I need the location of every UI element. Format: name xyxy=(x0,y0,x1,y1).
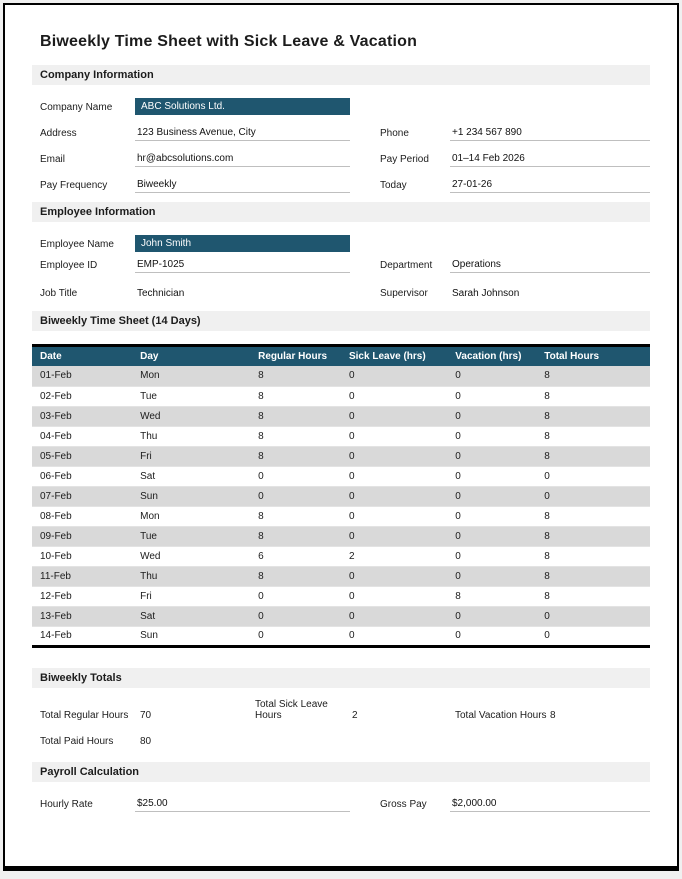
table-cell[interactable]: Mon xyxy=(132,506,250,526)
section-header-company: Company Information xyxy=(32,65,650,85)
totals-section xyxy=(32,668,650,747)
table-cell[interactable]: 0 xyxy=(341,406,447,426)
table-row xyxy=(32,606,650,626)
table-row xyxy=(32,446,650,466)
employee-name-label: Employee Name xyxy=(40,239,114,250)
table-cell[interactable]: Sat xyxy=(132,466,250,486)
total-vacation-value[interactable]: 8 xyxy=(550,709,556,721)
table-cell[interactable]: 0 xyxy=(536,486,650,506)
table-cell[interactable]: 0 xyxy=(250,586,341,606)
address-label: Address xyxy=(40,128,77,139)
email-label: Email xyxy=(40,154,66,165)
total-paid-label: Total Paid Hours xyxy=(40,735,114,747)
pay-period-label: Pay Period xyxy=(380,154,429,165)
table-row xyxy=(32,486,650,506)
field-row xyxy=(32,254,650,273)
table-cell[interactable]: 0 xyxy=(447,626,536,646)
section-header-employee: Employee Information xyxy=(32,202,650,222)
email-field[interactable]: hr@abcsolutions.com xyxy=(135,153,350,167)
field-row xyxy=(32,148,650,167)
employee-id-field[interactable]: EMP-1025 xyxy=(135,259,350,273)
table-cell[interactable]: 0 xyxy=(447,566,536,586)
field-row xyxy=(32,793,650,812)
table-cell[interactable]: 0 xyxy=(250,626,341,646)
table-cell[interactable]: 8 xyxy=(250,406,341,426)
table-cell[interactable]: 0 xyxy=(447,606,536,626)
table-cell[interactable]: 0 xyxy=(447,506,536,526)
table-cell[interactable]: 8 xyxy=(250,386,341,406)
table-cell[interactable]: 6 xyxy=(250,546,341,566)
table-cell[interactable]: 05-Feb xyxy=(32,446,132,466)
table-row xyxy=(32,386,650,406)
totals-row xyxy=(32,736,650,747)
field-row xyxy=(32,96,650,115)
table-cell[interactable]: 0 xyxy=(250,606,341,626)
pay-frequency-field[interactable]: Biweekly xyxy=(135,179,350,193)
table-cell[interactable]: Sun xyxy=(132,486,250,506)
phone-field[interactable]: +1 234 567 890 xyxy=(450,127,650,141)
table-cell[interactable]: 2 xyxy=(341,546,447,566)
table-cell[interactable]: 06-Feb xyxy=(32,466,132,486)
table-cell[interactable]: 8 xyxy=(250,426,341,446)
company-name-field[interactable]: ABC Solutions Ltd. xyxy=(135,98,350,115)
table-cell[interactable]: 0 xyxy=(447,426,536,446)
pay-frequency-label: Pay Frequency xyxy=(40,180,108,191)
table-cell[interactable]: 0 xyxy=(341,366,447,386)
table-cell[interactable]: 0 xyxy=(447,546,536,566)
department-label: Department xyxy=(380,260,433,271)
total-sick-label: Total Sick Leave Hours xyxy=(255,698,328,721)
table-cell[interactable]: 0 xyxy=(447,386,536,406)
table-cell[interactable]: 8 xyxy=(447,586,536,606)
table-row xyxy=(32,586,650,606)
table-cell[interactable]: Thu xyxy=(132,426,250,446)
table-cell[interactable]: 0 xyxy=(341,526,447,546)
table-row xyxy=(32,466,650,486)
table-cell[interactable]: Thu xyxy=(132,566,250,586)
table-cell[interactable]: 8 xyxy=(536,546,650,566)
table-cell[interactable]: 8 xyxy=(250,366,341,386)
address-field[interactable]: 123 Business Avenue, City xyxy=(135,127,350,141)
payroll-section xyxy=(32,762,650,812)
column-header: Date xyxy=(32,346,132,367)
total-sick-value[interactable]: 2 xyxy=(352,709,358,721)
table-cell[interactable]: 14-Feb xyxy=(32,626,132,646)
table-cell[interactable]: 08-Feb xyxy=(32,506,132,526)
table-cell[interactable]: 0 xyxy=(447,466,536,486)
table-cell[interactable]: Sun xyxy=(132,626,250,646)
table-cell[interactable]: 8 xyxy=(536,446,650,466)
table-cell[interactable]: 0 xyxy=(341,446,447,466)
today-label: Today xyxy=(380,180,407,191)
pay-period-field[interactable]: 01–14 Feb 2026 xyxy=(450,153,650,167)
phone-label: Phone xyxy=(380,128,409,139)
table-cell[interactable]: 01-Feb xyxy=(32,366,132,386)
table-cell[interactable]: 0 xyxy=(341,586,447,606)
table-cell[interactable]: 10-Feb xyxy=(32,546,132,566)
table-body xyxy=(32,366,650,646)
table-cell[interactable]: 0 xyxy=(536,626,650,646)
section-header-timesheet: Biweekly Time Sheet (14 Days) xyxy=(32,311,650,331)
table-row xyxy=(32,626,650,646)
table-cell[interactable]: 0 xyxy=(447,486,536,506)
employee-name-field[interactable]: John Smith xyxy=(135,235,350,252)
supervisor-label: Supervisor xyxy=(380,288,428,299)
table-cell[interactable]: 04-Feb xyxy=(32,426,132,446)
hourly-rate-label: Hourly Rate xyxy=(40,798,93,810)
table-cell[interactable]: 13-Feb xyxy=(32,606,132,626)
table-cell[interactable]: 8 xyxy=(536,526,650,546)
gross-pay-field[interactable]: $2,000.00 xyxy=(450,798,650,812)
table-cell[interactable]: 02-Feb xyxy=(32,386,132,406)
table-header xyxy=(32,346,650,367)
table-cell[interactable]: Fri xyxy=(132,446,250,466)
table-header-row xyxy=(32,346,650,367)
table-cell[interactable]: 8 xyxy=(250,566,341,586)
table-cell[interactable]: 8 xyxy=(250,446,341,466)
table-cell[interactable]: 8 xyxy=(536,586,650,606)
column-header: Regular Hours xyxy=(250,346,341,367)
table-cell[interactable]: 8 xyxy=(536,566,650,586)
table-cell[interactable]: 07-Feb xyxy=(32,486,132,506)
table-cell[interactable]: Tue xyxy=(132,526,250,546)
field-row xyxy=(32,174,650,193)
column-header: Sick Leave (hrs) xyxy=(341,346,447,367)
table-cell[interactable]: 8 xyxy=(250,526,341,546)
today-field[interactable]: 27-01-26 xyxy=(450,179,650,193)
table-cell[interactable]: Tue xyxy=(132,386,250,406)
employee-id-label: Employee ID xyxy=(40,260,98,271)
table-cell[interactable]: 0 xyxy=(341,626,447,646)
hourly-rate-field[interactable]: $25.00 xyxy=(135,798,350,812)
table-cell[interactable]: Wed xyxy=(132,546,250,566)
table-cell[interactable]: 0 xyxy=(250,486,341,506)
table-cell[interactable]: 0 xyxy=(536,606,650,626)
table-cell[interactable]: 0 xyxy=(447,366,536,386)
table-cell[interactable]: 0 xyxy=(447,526,536,546)
table-row xyxy=(32,526,650,546)
supervisor-field[interactable]: Sarah Johnson xyxy=(452,288,520,299)
field-row xyxy=(32,122,650,141)
section-header-payroll: Payroll Calculation xyxy=(32,762,650,782)
table-cell[interactable]: 0 xyxy=(536,466,650,486)
field-row xyxy=(32,233,650,252)
table-cell[interactable]: 8 xyxy=(536,386,650,406)
job-title-label: Job Title xyxy=(40,288,78,299)
column-header: Day xyxy=(132,346,250,367)
table-cell[interactable]: 12-Feb xyxy=(32,586,132,606)
totals-row xyxy=(32,699,650,721)
job-title-field[interactable]: Technician xyxy=(137,288,185,299)
table-cell[interactable]: 8 xyxy=(536,406,650,426)
table-cell[interactable]: Fri xyxy=(132,586,250,606)
field-row xyxy=(32,282,650,301)
table-cell[interactable]: 0 xyxy=(447,406,536,426)
table-cell[interactable]: 8 xyxy=(536,366,650,386)
table-cell[interactable]: 8 xyxy=(250,506,341,526)
table-cell[interactable]: 0 xyxy=(341,466,447,486)
column-header: Total Hours xyxy=(536,346,650,367)
table-cell[interactable]: 0 xyxy=(447,446,536,466)
table-row xyxy=(32,506,650,526)
table-cell[interactable]: 8 xyxy=(536,426,650,446)
gross-pay-label: Gross Pay xyxy=(380,798,427,810)
table-cell[interactable]: 09-Feb xyxy=(32,526,132,546)
table-cell[interactable]: 11-Feb xyxy=(32,566,132,586)
table-cell[interactable]: 0 xyxy=(341,506,447,526)
total-paid-value[interactable]: 80 xyxy=(140,735,152,747)
table-cell[interactable]: 0 xyxy=(250,466,341,486)
table-row xyxy=(32,426,650,446)
table-cell[interactable]: 0 xyxy=(341,426,447,446)
department-field[interactable]: Operations xyxy=(450,259,650,273)
table-row xyxy=(32,406,650,426)
page-title: Biweekly Time Sheet with Sick Leave & Vacation xyxy=(40,33,418,50)
table-row xyxy=(32,366,650,386)
table-cell[interactable]: 0 xyxy=(341,486,447,506)
table-row xyxy=(32,546,650,566)
table-row xyxy=(32,566,650,586)
table-cell[interactable]: 03-Feb xyxy=(32,406,132,426)
company-name-label: Company Name xyxy=(40,102,113,113)
total-regular-label: Total Regular Hours xyxy=(40,709,129,721)
timesheet-document xyxy=(3,3,679,871)
table-cell[interactable]: 0 xyxy=(341,566,447,586)
total-regular-value[interactable]: 70 xyxy=(140,709,152,721)
total-vacation-label: Total Vacation Hours xyxy=(455,709,547,721)
table-cell[interactable]: Sat xyxy=(132,606,250,626)
column-header: Vacation (hrs) xyxy=(447,346,536,367)
table-cell[interactable]: 0 xyxy=(341,606,447,626)
timesheet-table xyxy=(32,344,650,648)
table-cell[interactable]: Mon xyxy=(132,366,250,386)
section-header-totals: Biweekly Totals xyxy=(32,668,650,688)
table-cell[interactable]: 0 xyxy=(341,386,447,406)
table-cell[interactable]: 8 xyxy=(536,506,650,526)
table-cell[interactable]: Wed xyxy=(132,406,250,426)
